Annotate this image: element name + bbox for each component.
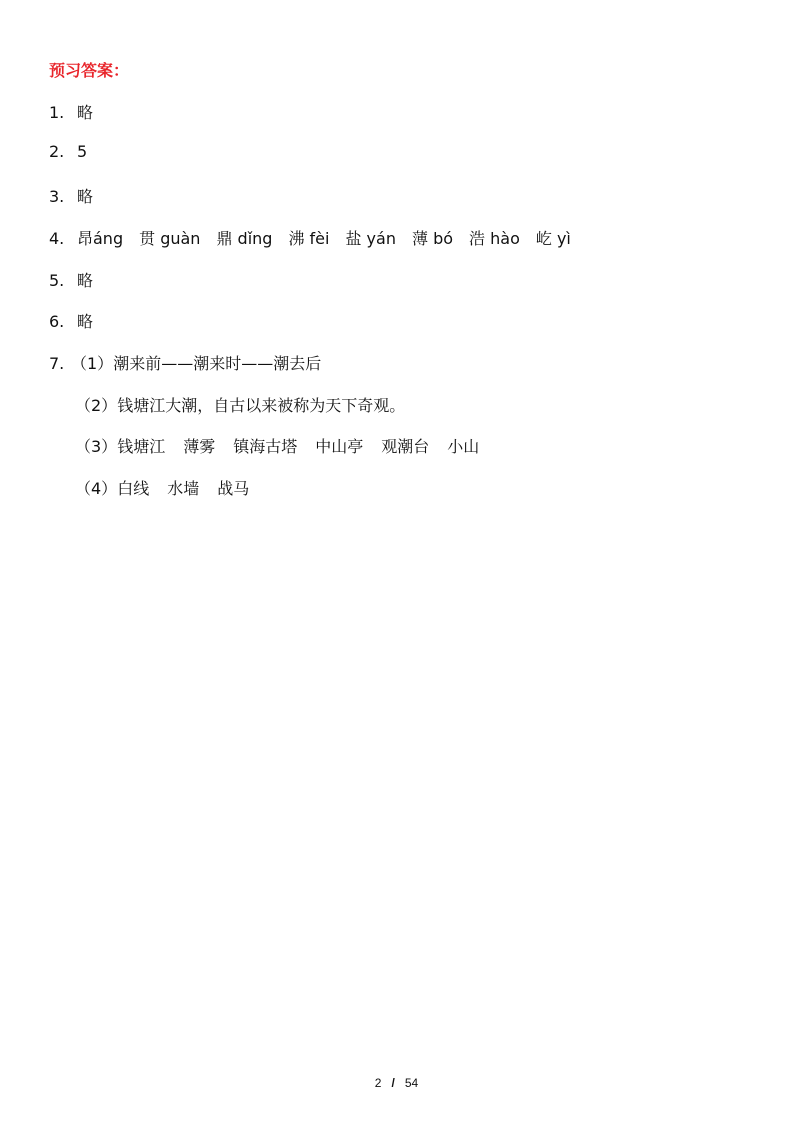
answer-number: 5.	[49, 271, 65, 290]
answer-7-3	[75, 434, 479, 457]
sub-label: （1）	[71, 354, 114, 373]
answer-text: 略	[77, 312, 94, 331]
sub-item: 钱塘江	[117, 437, 166, 456]
answer-text: 略	[77, 187, 94, 206]
sub-label: （2）	[75, 396, 118, 415]
sub-item: 白线	[117, 479, 150, 498]
answer-text: 5	[77, 142, 88, 161]
pinyin-item: 浩 hào	[469, 229, 520, 248]
pinyin-item: 薄 bó	[411, 229, 454, 248]
sub-item: 薄雾	[183, 437, 216, 456]
answer-2	[49, 142, 87, 161]
sub-item: 小山	[447, 437, 480, 456]
pinyin-item: 盐 yán	[345, 229, 396, 248]
pinyin-item: 贯 guàn	[139, 229, 201, 248]
sub-item: 镇海古塔	[233, 437, 298, 456]
answer-heading: 预习答案：	[49, 61, 130, 80]
answer-3	[49, 184, 93, 207]
sub-item: 战马	[217, 479, 250, 498]
answer-number: 4.	[49, 229, 65, 248]
page-footer	[0, 1076, 793, 1090]
answer-text: 略	[77, 103, 94, 122]
answer-text: 略	[77, 271, 94, 290]
sub-item: 观潮台	[381, 437, 430, 456]
answer-number: 1.	[49, 103, 65, 122]
sub-text: 潮来前——潮来时——潮去后	[113, 354, 322, 373]
answer-5	[49, 268, 93, 291]
answer-number: 6.	[49, 312, 65, 331]
answer-number: 3.	[49, 187, 65, 206]
answer-7	[49, 351, 321, 374]
sub-text: 钱塘江大潮，自古以来被称为天下奇观。	[117, 396, 406, 415]
pinyin-item: 昂áng	[77, 229, 124, 248]
answer-1	[49, 100, 93, 123]
page-number: 2	[374, 1076, 382, 1090]
page-total: 54	[404, 1076, 419, 1090]
page-separator: /	[391, 1076, 395, 1090]
answer-number: 2.	[49, 142, 65, 161]
answer-7-2	[75, 393, 405, 416]
sub-label: （3）	[75, 437, 118, 456]
answer-number: 7.	[49, 354, 65, 373]
pinyin-item: 鼎 dǐng	[216, 229, 273, 248]
sub-label: （4）	[75, 479, 118, 498]
answer-4	[49, 226, 571, 249]
answer-6	[49, 309, 93, 332]
pinyin-item: 沸 fèi	[288, 229, 330, 248]
sub-item: 中山亭	[315, 437, 364, 456]
answer-7-4	[75, 476, 249, 499]
sub-item: 水墙	[167, 479, 200, 498]
pinyin-item: 屹 yì	[535, 229, 571, 248]
